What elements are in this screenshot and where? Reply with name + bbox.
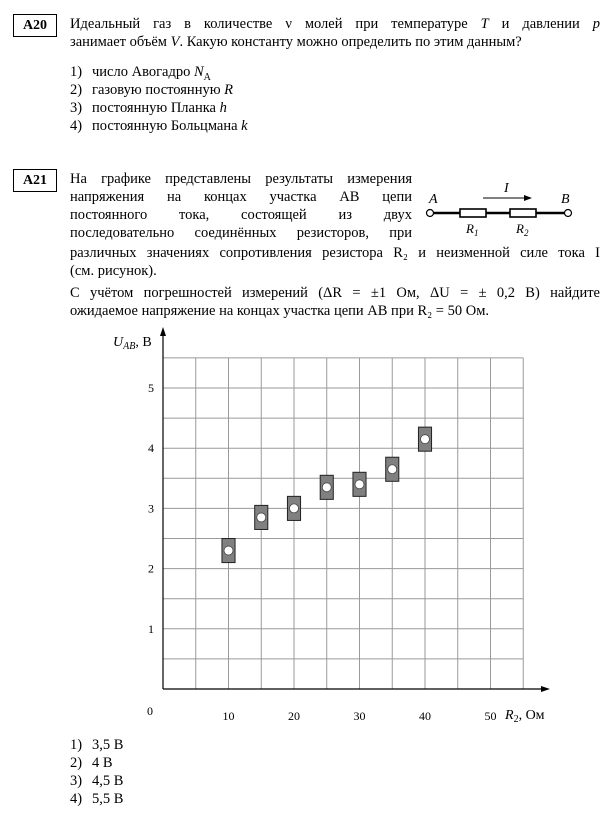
option-a21-4[interactable]: 4) 5,5 В	[70, 791, 124, 807]
x-axis-label: $R_2$, Ом	[505, 708, 545, 725]
option-a20-2[interactable]: 2) газовую постоянную R	[70, 82, 234, 98]
resistor-r2	[510, 209, 536, 217]
terminal-b	[565, 210, 572, 217]
data-point	[353, 472, 366, 496]
y-tick-label: 2	[148, 561, 154, 576]
x-tick-label: 10	[222, 709, 235, 723]
data-point	[255, 505, 268, 529]
option-a20-4[interactable]: 4) постоянную Больцмана k	[70, 118, 248, 134]
y-tick-label: 5	[148, 381, 154, 395]
option-a21-3[interactable]: 3) 4,5 В	[70, 773, 124, 789]
y-axis-label: $U_{AB}$, В	[113, 335, 152, 352]
label-b: B	[561, 192, 570, 207]
x-axis-arrowhead	[541, 686, 550, 692]
resistor-r1	[460, 209, 486, 217]
question-text-a21-top: На графике представлены результаты измерения напряжения на концах участка AB цепи постоянного тока, состоящей из двух последовательно соединённых резисторов, при	[70, 171, 412, 241]
chart-axes	[160, 327, 550, 692]
label-current: I	[504, 181, 509, 196]
label-r1: $R_1$	[466, 221, 479, 238]
y-tick-label: 3	[148, 501, 154, 516]
label-r2: $R_2$	[516, 221, 529, 238]
chart-grid	[163, 358, 523, 689]
question-text-a20: Идеальный газ в количестве ν молей при температуре T и давлении p занимает объём V. Какую константу можно определить по этим данным?	[70, 16, 600, 50]
option-a21-2[interactable]: 2) 4 В	[70, 755, 113, 771]
option-a21-1[interactable]: 1) 3,5 В	[70, 737, 124, 753]
y-axis-arrowhead	[160, 327, 166, 336]
point-marker	[355, 480, 364, 489]
y-tick-label: 1	[148, 621, 154, 636]
option-a20-3[interactable]: 3) постоянную Планка h	[70, 100, 227, 116]
point-marker	[388, 465, 397, 474]
point-marker	[290, 504, 299, 513]
question-number-a21: A21	[13, 169, 57, 192]
question-number-a20: A20	[13, 14, 57, 37]
point-marker	[421, 435, 430, 444]
x-tick-label: 20	[288, 709, 300, 723]
current-arrowhead	[524, 195, 532, 201]
x-tick-label: 50	[484, 709, 497, 723]
x-tick-label: 30	[353, 709, 366, 723]
question-text-a21-bottom: различных значениях сопротивления резистора R₂ и неизменной силе тока I (см. рисунок). С учётом погрешностей измерений (ΔR = ±1 Ом, ΔU = ± 0,2 В) найдите ожидаемое напряжение на концах участка цепи AB при R₂ = 50 Ом.	[70, 245, 600, 319]
point-marker	[257, 513, 266, 522]
data-point	[287, 496, 300, 520]
y-tick-label: 4	[148, 441, 154, 456]
data-point	[418, 427, 431, 451]
data-point	[320, 475, 333, 499]
point-marker	[224, 546, 233, 555]
chart-tick-labels	[148, 381, 497, 723]
option-a20-1[interactable]: 1) число Авогадро $N_A$	[70, 64, 211, 83]
data-point	[222, 539, 235, 563]
x-tick-label: 40	[419, 709, 431, 723]
circuit-diagram	[420, 178, 600, 238]
label-a: A	[429, 192, 438, 207]
point-marker	[322, 483, 331, 492]
data-point	[386, 457, 399, 481]
origin-label: 0	[147, 704, 153, 718]
measurement-chart	[0, 320, 606, 730]
terminal-a	[427, 210, 434, 217]
